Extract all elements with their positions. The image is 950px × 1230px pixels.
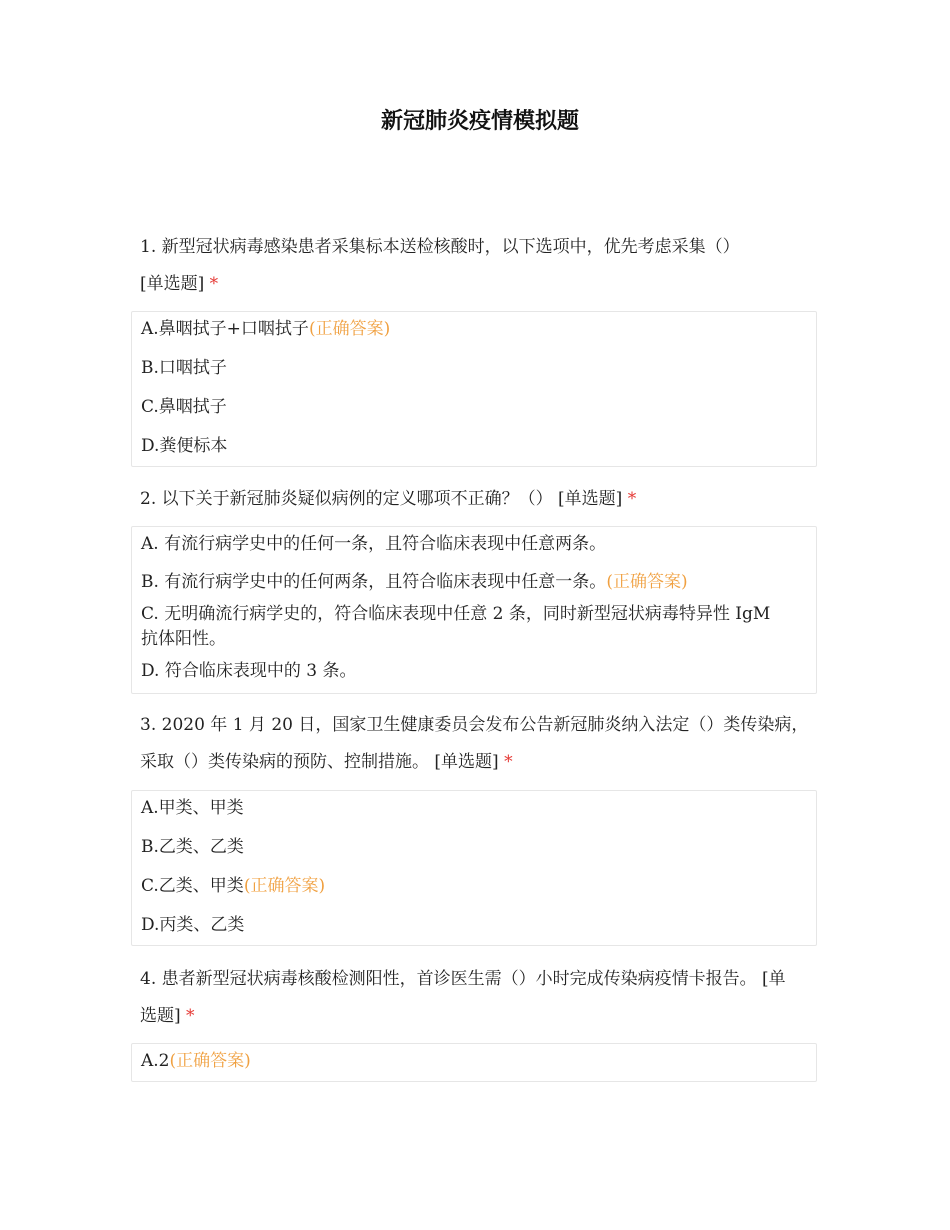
- required-mark: *: [627, 489, 637, 509]
- required-mark: *: [504, 752, 513, 772]
- question-text: 2. 以下关于新冠肺炎疑似病例的定义哪项不正确？（）: [140, 489, 553, 509]
- question-type: [单选题]: [434, 752, 499, 772]
- page-title: 新冠肺炎疫情模拟题: [380, 109, 579, 134]
- question-type: [单选题]: [558, 489, 623, 509]
- question-text: 3. 2020 年 1 月 20 日，国家卫生健康委员会发布公告新冠肺炎纳入法定（）类传染病，采取（）类传染病的预防、控制措施。: [140, 715, 809, 772]
- question-2: [140, 481, 815, 518]
- option-2b[interactable]: B. 有流行病学史中的任何两条，且符合临床表现中任意一条。(正确答案): [141, 572, 688, 592]
- option-2c[interactable]: C. 无明确流行病学史的，符合临床表现中任意 2 条，同时新型冠状病毒特异性 IgM 抗体阳性。: [141, 604, 771, 649]
- question-type: [单选题]: [140, 274, 205, 294]
- option-3c[interactable]: C.乙类、甲类(正确答案): [141, 876, 326, 896]
- options-box-4: [131, 1043, 817, 1082]
- option-1c[interactable]: C.鼻咽拭子: [141, 397, 227, 417]
- option-1d[interactable]: D.粪便标本: [141, 436, 228, 456]
- question-type: [单选题]: [140, 969, 786, 1026]
- correct-answer-badge: (正确答案): [243, 876, 326, 896]
- correct-answer-badge: (正确答案): [606, 572, 688, 592]
- question-4: [140, 961, 790, 1035]
- option-3d[interactable]: D.丙类、乙类: [141, 915, 245, 935]
- option-2a[interactable]: A. 有流行病学史中的任何一条，且符合临床表现中任意两条。: [141, 534, 607, 554]
- required-mark: *: [186, 1006, 195, 1026]
- correct-answer-badge: (正确答案): [169, 1051, 251, 1071]
- question-text: 4. 患者新型冠状病毒核酸检测阳性，首诊医生需（）小时完成传染病疫情卡报告。: [140, 969, 757, 989]
- option-1b[interactable]: B.口咽拭子: [141, 358, 227, 378]
- option-3b[interactable]: B.乙类、乙类: [141, 837, 244, 857]
- options-box-1: [131, 311, 817, 467]
- option-4a[interactable]: A.2(正确答案): [141, 1051, 251, 1071]
- option-1a[interactable]: A.鼻咽拭子+口咽拭子(正确答案): [141, 319, 391, 339]
- question-1: [140, 229, 815, 303]
- options-box-2: [131, 526, 817, 694]
- question-text: 1. 新型冠状病毒感染患者采集标本送检核酸时，以下选项中，优先考虑采集（）: [140, 237, 740, 257]
- options-box-3: [131, 790, 817, 946]
- option-2d[interactable]: D. 符合临床表现中的 3 条。: [141, 661, 357, 681]
- option-3a[interactable]: A.甲类、甲类: [141, 798, 244, 818]
- correct-answer-badge: (正确答案): [308, 319, 391, 339]
- required-mark: *: [209, 274, 219, 294]
- question-3: [140, 707, 815, 781]
